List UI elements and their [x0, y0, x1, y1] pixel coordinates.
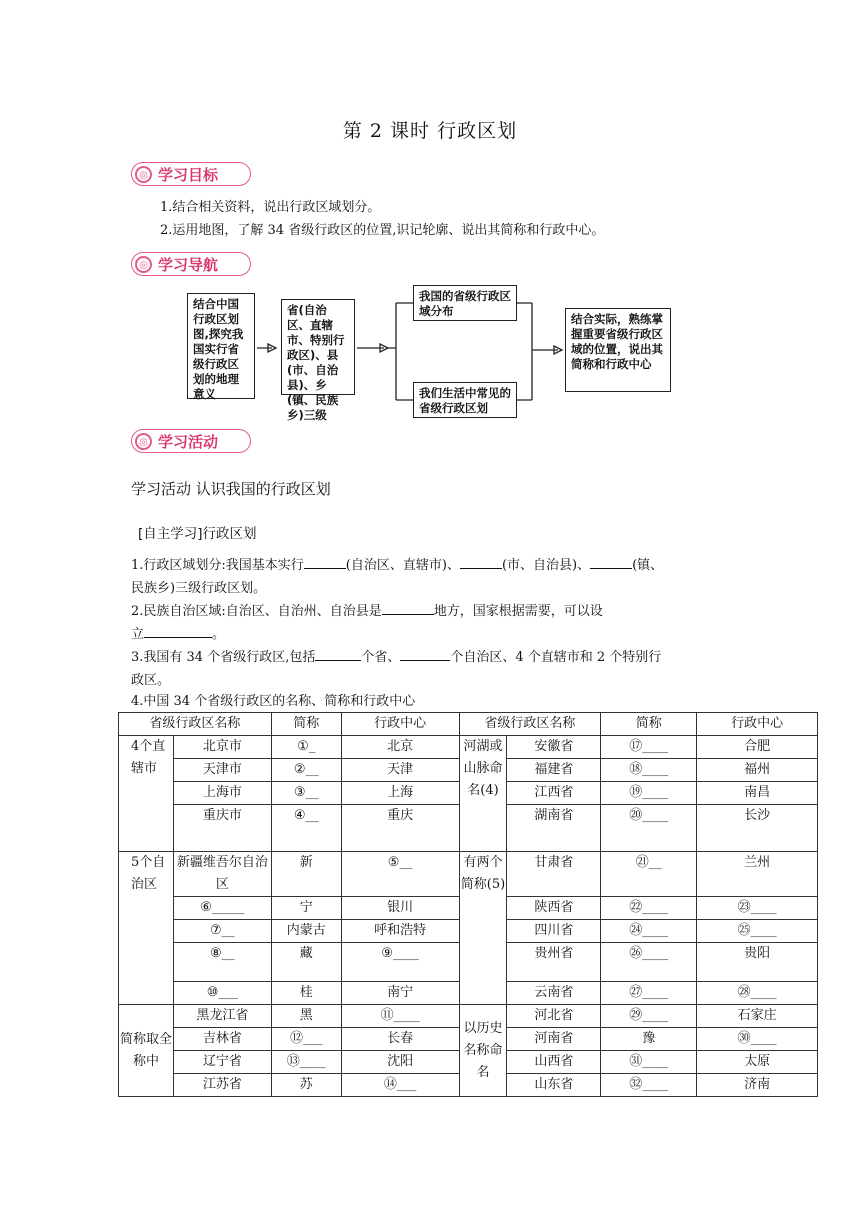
- table-cell: 安徽省: [507, 736, 601, 759]
- table-cell: ⑩___: [173, 982, 271, 1005]
- group-label: 以历史名称命名: [459, 1005, 507, 1097]
- table-cell: 吉林省: [173, 1028, 271, 1051]
- table-header: 简称: [601, 713, 697, 736]
- province-table: [118, 712, 818, 1097]
- table-header: 行政中心: [697, 713, 818, 736]
- table-cell: 南昌: [697, 782, 818, 805]
- arrow-icon: [357, 344, 388, 352]
- table-cell: ㉛____: [601, 1051, 697, 1074]
- badge-icon: ◎: [135, 433, 152, 450]
- table-cell: ㉗____: [601, 982, 697, 1005]
- table-row: [119, 852, 818, 897]
- badge-icon: ◎: [135, 256, 152, 273]
- table-cell: 福建省: [507, 759, 601, 782]
- table-cell: (镇、: [632, 558, 664, 573]
- flow-connectors: [0, 0, 860, 450]
- table-cell: 山西省: [507, 1051, 601, 1074]
- table-cell: 豫: [601, 1028, 697, 1051]
- table-cell: 1.行政区域划分:我国基本实行: [131, 558, 304, 573]
- table-cell: ⑪____: [341, 1005, 459, 1028]
- table-cell: ①_: [271, 736, 341, 759]
- table-cell: ②__: [271, 759, 341, 782]
- table-cell: ⑳____: [601, 805, 697, 852]
- table-cell: ㉚____: [697, 1028, 818, 1051]
- table-cell: ④__: [271, 805, 341, 852]
- table-cell: ㉖____: [601, 943, 697, 982]
- arrow-icon: [257, 344, 276, 352]
- table-cell: ⑫___: [271, 1028, 341, 1051]
- table-cell: 福州: [697, 759, 818, 782]
- table-cell: 石家庄: [697, 1005, 818, 1028]
- table-cell: 甘肃省: [507, 852, 601, 897]
- table-cell: 重庆: [341, 805, 459, 852]
- table-cell: 桂: [271, 982, 341, 1005]
- table-cell: ⑤__: [341, 852, 459, 897]
- table-cell: 重庆市: [173, 805, 271, 852]
- table-cell: 上海: [341, 782, 459, 805]
- table-header: 简称: [271, 713, 341, 736]
- sub-heading: [自主学习]行政区划: [138, 526, 257, 542]
- table-cell: 新疆维吾尔自治区: [173, 852, 271, 897]
- arrow-icon: [545, 346, 562, 354]
- flow-box-master: 结合实际，熟练掌握重要省级行政区域的位置，说出其简称和行政中心: [565, 308, 671, 392]
- table-cell: ⑭___: [341, 1074, 459, 1097]
- table-cell: 济南: [697, 1074, 818, 1097]
- table-cell: 个省、: [361, 650, 401, 665]
- table-cell: 山东省: [507, 1074, 601, 1097]
- table-cell: 苏: [271, 1074, 341, 1097]
- table-cell: 长沙: [697, 805, 818, 852]
- group-label: 有两个简称(5): [459, 852, 507, 1005]
- table-cell: 宁: [271, 897, 341, 920]
- objective-item: 1.结合相关资料，说出行政区域划分。: [160, 200, 381, 215]
- table-cell: 河南省: [507, 1028, 601, 1051]
- badge-icon: ◎: [135, 166, 152, 183]
- flow-box-distribution: 我国的省级行政区域分布: [413, 285, 517, 321]
- table-cell: 沈阳: [341, 1051, 459, 1074]
- table-cell: 太原: [697, 1051, 818, 1074]
- bracket-right: [517, 303, 545, 400]
- table-cell: 内蒙古: [271, 920, 341, 943]
- table-cell: 2.民族自治区域:自治区、自治州、自治县是: [131, 604, 382, 619]
- flow-box-common: 我们生活中常见的省级行政区划: [413, 382, 517, 418]
- table-cell: 银川: [341, 897, 459, 920]
- table-cell: ㉓____: [697, 897, 818, 920]
- group-label: 5个自治区: [119, 852, 174, 1005]
- flow-box-meaning: 结合中国行政区划图,探究我国实行省级行政区划的地理意义: [187, 293, 255, 399]
- table-row: [119, 1005, 818, 1028]
- table-cell: 黑龙江省: [173, 1005, 271, 1028]
- table-cell: ㉘____: [697, 982, 818, 1005]
- table-cell: 辽宁省: [173, 1051, 271, 1074]
- table-cell: 湖南省: [507, 805, 601, 852]
- table-cell: 江西省: [507, 782, 601, 805]
- table-cell: ㉙____: [601, 1005, 697, 1028]
- table-cell: 北京市: [173, 736, 271, 759]
- table-cell: 黑: [271, 1005, 341, 1028]
- table-cell: 藏: [271, 943, 341, 982]
- page-title: 第 2 课时 行政区划: [342, 120, 518, 142]
- table-cell: 贵州省: [507, 943, 601, 982]
- table-cell: 兰州: [697, 852, 818, 897]
- group-label: 河湖或山脉命名(4): [459, 736, 507, 852]
- table-cell: ③__: [271, 782, 341, 805]
- group-label: 4个直辖市: [119, 736, 174, 852]
- table-cell: 贵阳: [697, 943, 818, 982]
- table-cell: 陕西省: [507, 897, 601, 920]
- table-cell: ⑰____: [601, 736, 697, 759]
- question-2: [131, 600, 751, 646]
- table-cell: 3.我国有 34 个省级行政区,包括: [131, 650, 316, 665]
- question-3: [131, 646, 751, 692]
- table-cell: 北京: [341, 736, 459, 759]
- question-1: [131, 554, 751, 600]
- table-cell: (市、自治县)、: [501, 558, 591, 573]
- table-cell: ⑲____: [601, 782, 697, 805]
- table-header: 省级行政区名称: [459, 713, 601, 736]
- group-label: 简称取全称中: [119, 1005, 174, 1097]
- table-cell: ⑨____: [341, 943, 459, 982]
- table-cell: 地方，国家根据需要，可以设: [433, 604, 603, 619]
- table-cell: ⑧__: [173, 943, 271, 982]
- table-cell: 天津: [341, 759, 459, 782]
- table-header-row: [119, 713, 818, 736]
- table-header: 行政中心: [341, 713, 459, 736]
- table-cell: 合肥: [697, 736, 818, 759]
- table-cell: ㉕____: [697, 920, 818, 943]
- activity-heading: 学习活动 认识我国的行政区划: [131, 480, 331, 498]
- table-cell: ㉒____: [601, 897, 697, 920]
- table-cell: 。: [212, 627, 226, 642]
- table-cell: 四川省: [507, 920, 601, 943]
- table-cell: 呼和浩特: [341, 920, 459, 943]
- question-4: 4.中国 34 个省级行政区的名称、简称和行政中心: [131, 694, 416, 709]
- table-cell: ㉜____: [601, 1074, 697, 1097]
- bracket-left: [388, 303, 413, 400]
- table-row: [119, 736, 818, 759]
- table-cell: 政区。: [131, 673, 171, 688]
- table-cell: (自治区、直辖市)、: [345, 558, 460, 573]
- table-cell: ㉑__: [601, 852, 697, 897]
- table-cell: 上海市: [173, 782, 271, 805]
- table-cell: 长春: [341, 1028, 459, 1051]
- table-cell: 云南省: [507, 982, 601, 1005]
- table-header: 省级行政区名称: [119, 713, 272, 736]
- table-cell: ⑥_____: [173, 897, 271, 920]
- flow-box-levels: 省(自治区、直辖市、特别行政区)、县(市、自治县)、乡(镇、民族乡)三级: [281, 299, 355, 395]
- section-badge-activity: [131, 429, 251, 453]
- objective-item: 2.运用地图，了解 34 省级行政区的位置,识记轮廓、说出其简称和行政中心。: [160, 223, 605, 238]
- table-cell: ⑦__: [173, 920, 271, 943]
- section-badge-label: 学习活动: [158, 432, 219, 451]
- table-cell: 天津市: [173, 759, 271, 782]
- table-cell: 新: [271, 852, 341, 897]
- table-cell: ㉔____: [601, 920, 697, 943]
- table-cell: 南宁: [341, 982, 459, 1005]
- table-cell: ⑬____: [271, 1051, 341, 1074]
- table-cell: 个自治区、4 个直辖市和 2 个特别行: [450, 650, 662, 665]
- section-badge-label: 学习目标: [158, 165, 219, 184]
- table-cell: 立: [131, 627, 145, 642]
- table-cell: ⑱____: [601, 759, 697, 782]
- table-cell: 江苏省: [173, 1074, 271, 1097]
- table-cell: 民族乡)三级行政区划。: [131, 581, 267, 596]
- table-cell: 河北省: [507, 1005, 601, 1028]
- section-badge-label: 学习导航: [158, 255, 219, 274]
